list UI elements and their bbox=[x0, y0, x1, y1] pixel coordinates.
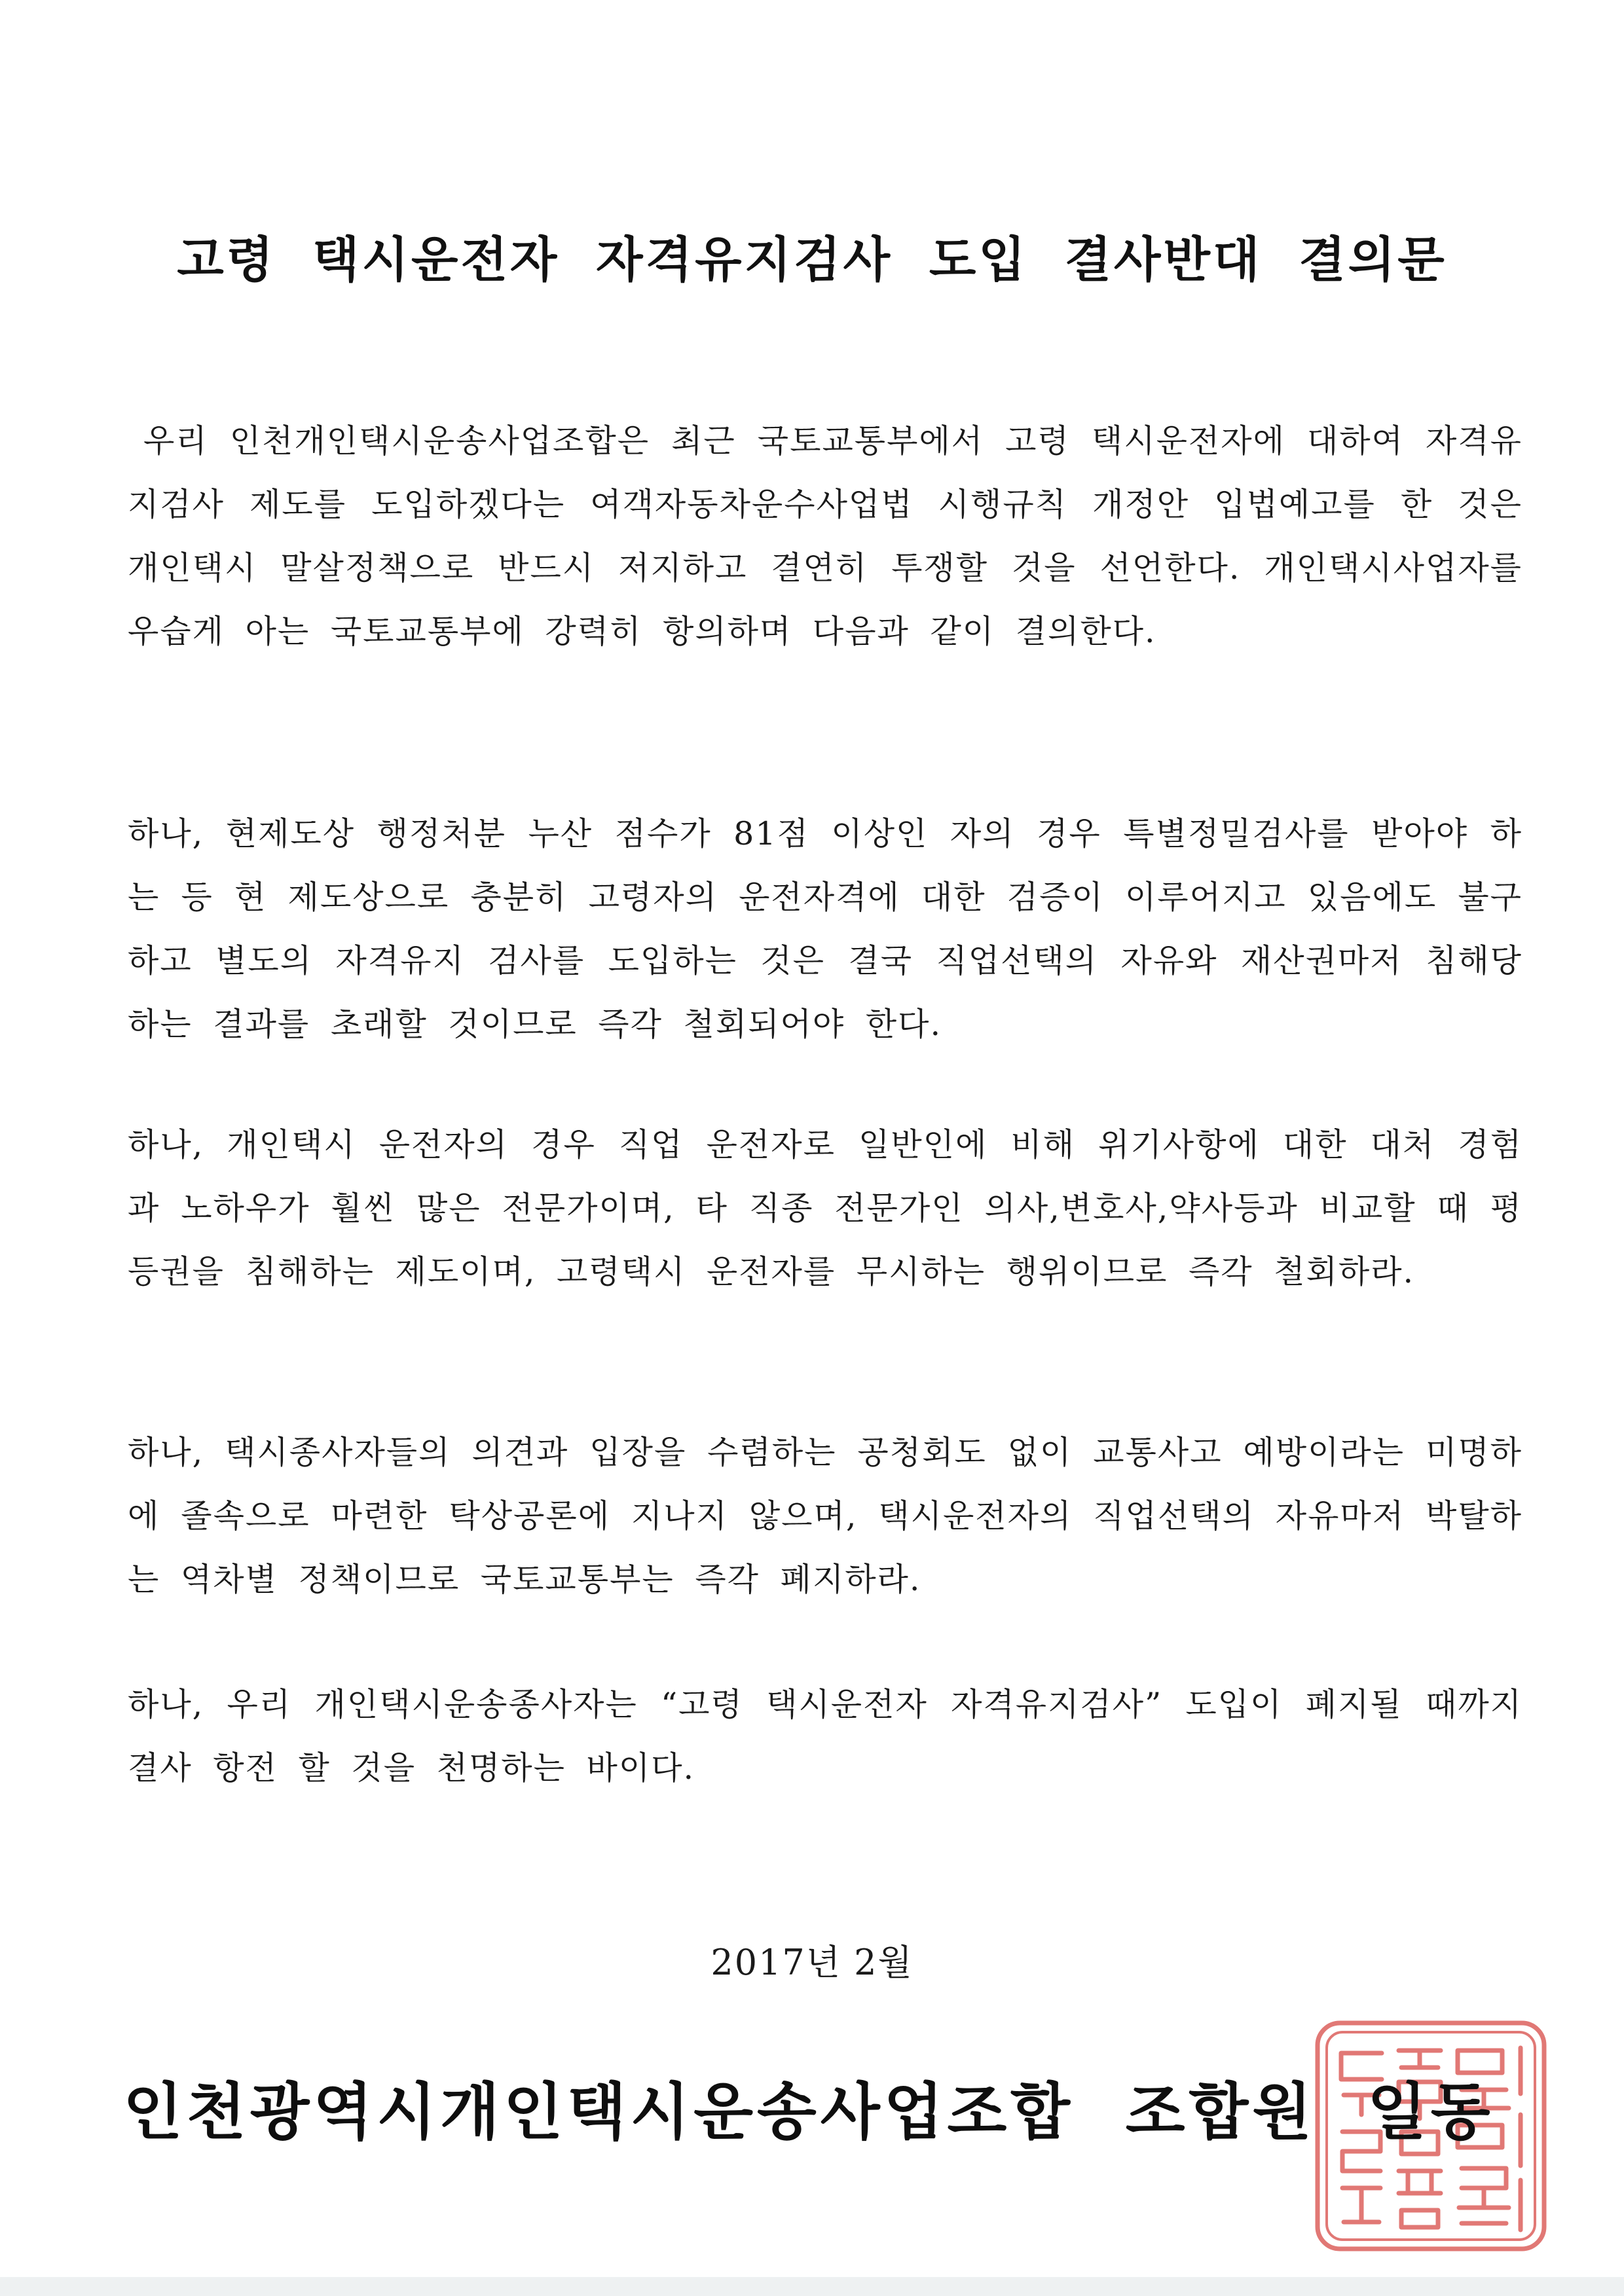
resolution-item-4: 하나, 우리 개인택시운송종사자는 “고령 택시운전자 자격유지검사” 도입이 폐지될 때까지 결사 항전 할 것을 천명하는 바이다. bbox=[128, 1686, 1522, 1787]
resolution-item-2: 하나, 개인택시 운전자의 경우 직업 운전자로 일반인에 비해 위기사항에 대한 대처 경험과 노하우가 훨씬 많은 전문가이며, 타 직종 전문가인 의사,변호사,약사등과 비교할 때 평등권을 침해하는 제도이며, 고령택시 운전자를 무시하는 행위이므로 즉각 철회하라. bbox=[128, 1126, 1522, 1290]
resolution-item-3: 하나, 택시종사자들의 의견과 입장을 수렴하는 공청회도 없이 교통사고 예방이라는 미명하에 졸속으로 마련한 탁상공론에 지나지 않으며, 택시운전자의 직업선택의 자유마저 박탈하는 역차별 정책이므로 국토교통부는 즉각 폐지하라. bbox=[128, 1434, 1522, 1598]
signatory: 인천광역시개인택시운송사업조합 조합원 일동 bbox=[123, 2076, 1494, 2148]
scan-bottom-edge bbox=[0, 2277, 1624, 2296]
document-title: 고령 택시운전자 자격유지검사 도입 결사반대 결의문 bbox=[177, 232, 1447, 288]
resolution-item-1: 하나, 현제도상 행정처분 누산 점수가 81점 이상인 자의 경우 특별정밀검사를 받아야 하는 등 현 제도상으로 충분히 고령자의 운전자격에 대한 검증이 이루어지고 있음에도 불구하고 별도의 자격유지 검사를 도입하는 것은 결국 직업선택의 자유와 재산권마저 침해당하는 결과를 초래할 것이므로 즉각 철회되어야 한다. bbox=[128, 815, 1522, 1043]
document-date: 2017년 2월 bbox=[710, 1942, 913, 1983]
intro-paragraph: 우리 인천개인택시운송사업조합은 최근 국토교통부에서 고령 택시운전자에 대하여 자격유지검사 제도를 도입하겠다는 여객자동차운수사업법 시행규칙 개정안 입법예고를 한 것은 개인택시 말살정책으로 반드시 저지하고 결연히 투쟁할 것을 선언한다. 개인택시사업자를 우습게 아는 국토교통부에 강력히 항의하며 다음과 같이 결의한다. bbox=[128, 422, 1522, 650]
